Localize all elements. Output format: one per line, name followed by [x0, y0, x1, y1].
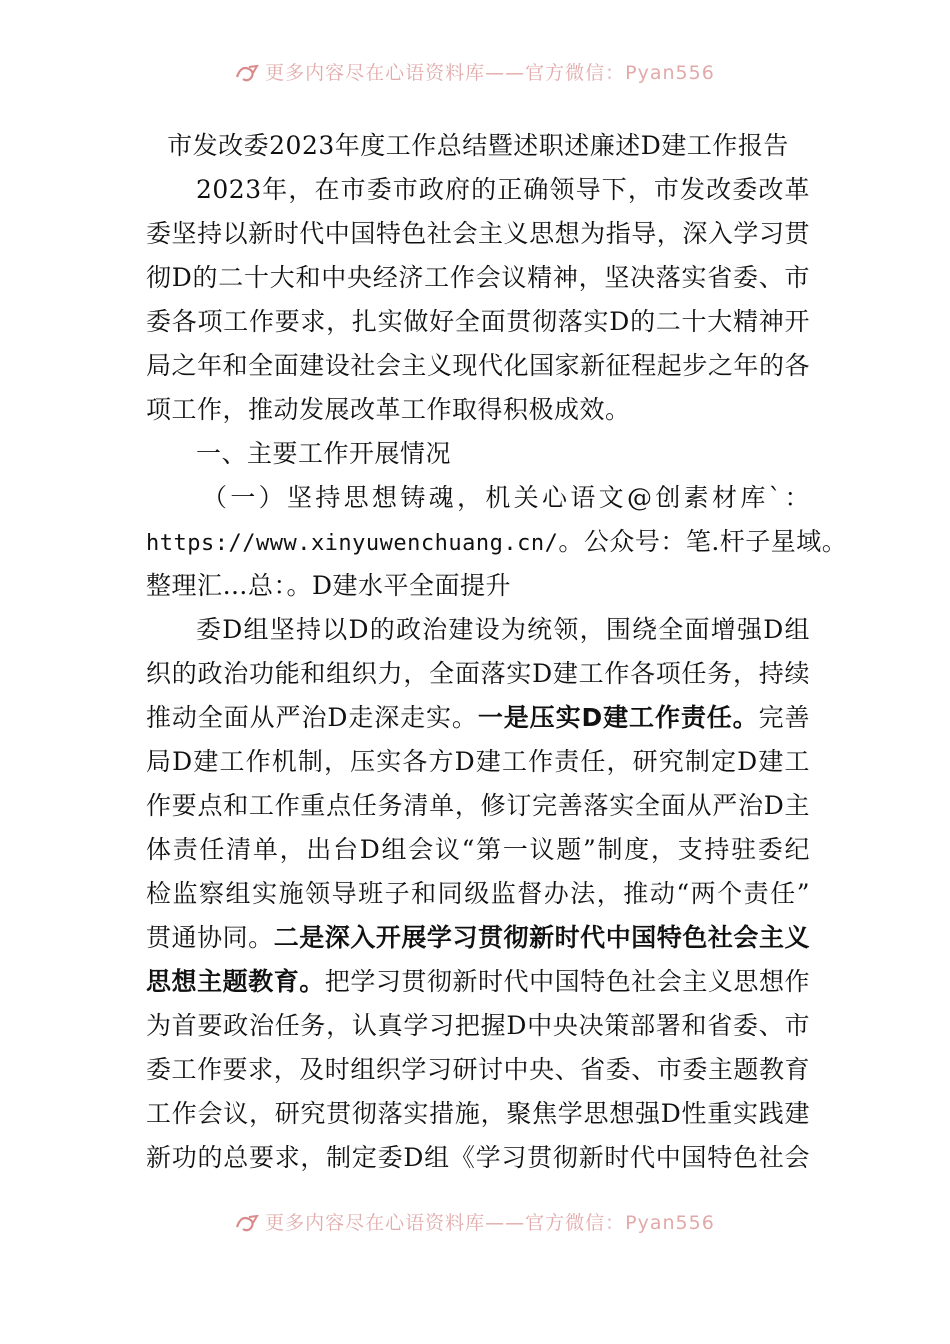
- intro-line: 2023年，在市委市政府的正确领导下，市发改委改革: [196, 175, 810, 204]
- intro-line: 委坚持以新时代中国特色社会主义思想为指导，深入学习贯: [146, 219, 810, 248]
- paragraph-line: 局D建工作机制，压实各方D建工作责任，研究制定D建工: [146, 747, 810, 776]
- watermark-text: 更多内容尽在心语资料库——官方微信：Pyan556: [265, 62, 715, 84]
- paragraph-line: 新功的总要求，制定委D组《学习贯彻新时代中国特色社会: [146, 1143, 810, 1172]
- paragraph-line: 体责任清单，出台D组会议“第一议题”制度，支持驻委纪: [146, 835, 810, 864]
- intro-line: 项工作，推动发展改革工作取得积极成效。: [146, 395, 631, 424]
- intro-line: 委各项工作要求，扎实做好全面贯彻落实D的二十大精神开: [146, 307, 810, 336]
- paragraph-line: 检监察组实施领导班子和同级监督办法，推动“两个责任”: [146, 879, 810, 908]
- section-heading: 一、主要工作开展情况: [196, 439, 452, 468]
- intro-line: 彻D的二十大和中央经济工作会议精神，坚决落实省委、市: [146, 263, 810, 292]
- subsection-heading-cont: [146, 520, 848, 564]
- paragraph-line: 为首要政治任务，认真学习把握D中央决策部署和省委、市: [146, 1011, 810, 1040]
- paragraph-text: 贯通协同。: [146, 923, 274, 952]
- bold-point: 一是压实D建工作责任。: [477, 703, 759, 732]
- paragraph-line: [146, 916, 810, 960]
- logo-icon: [235, 1213, 261, 1233]
- paragraph-line: 委工作要求，及时组织学习研讨中央、省委、市委主题教育: [146, 1055, 810, 1084]
- paragraph-line: [146, 960, 810, 1004]
- intro-line: 局之年和全面建设社会主义现代化国家新征程起步之年的各: [146, 351, 810, 380]
- watermark-top: [0, 58, 950, 85]
- document-title: 市发改委2023年度工作总结暨述职述廉述D建工作报告: [167, 131, 789, 160]
- paragraph-line: 工作会议，研究贯彻落实措施，聚焦学思想强D性重实践建: [146, 1099, 810, 1128]
- subsection-heading-end: 整理汇…总：。D建水平全面提升: [146, 571, 512, 600]
- paragraph-line: [146, 696, 810, 740]
- bold-point: 二是深入开展学习贯彻新时代中国特色社会主义: [273, 923, 810, 952]
- bold-point: 思想主题教育。: [146, 967, 325, 996]
- subsection-text: 。公众号：笔.杆子星域。: [558, 527, 848, 556]
- paragraph-text: 完善: [758, 703, 810, 732]
- logo-icon: [235, 63, 261, 83]
- watermark-bottom: [0, 1208, 950, 1235]
- watermark-text: 更多内容尽在心语资料库——官方微信：Pyan556: [265, 1212, 715, 1234]
- paragraph-line: 委D组坚持以D的政治建设为统领，围绕全面增强D组: [196, 615, 810, 644]
- subsection-heading: （一）坚持思想铸魂，机关心语文@创素材库`：: [202, 483, 810, 512]
- paragraph-text: 把学习贯彻新时代中国特色社会主义思想作: [324, 967, 810, 996]
- paragraph-line: 作要点和工作重点任务清单，修订完善落实全面从严治D主: [146, 791, 810, 820]
- source-url[interactable]: https://www.xinyuwenchuang.cn/: [146, 531, 559, 556]
- paragraph-text: 推动全面从严治D走深走实。: [146, 703, 478, 732]
- paragraph-line: 织的政治功能和组织力，全面落实D建工作各项任务，持续: [146, 659, 810, 688]
- document-body: [146, 124, 848, 1180]
